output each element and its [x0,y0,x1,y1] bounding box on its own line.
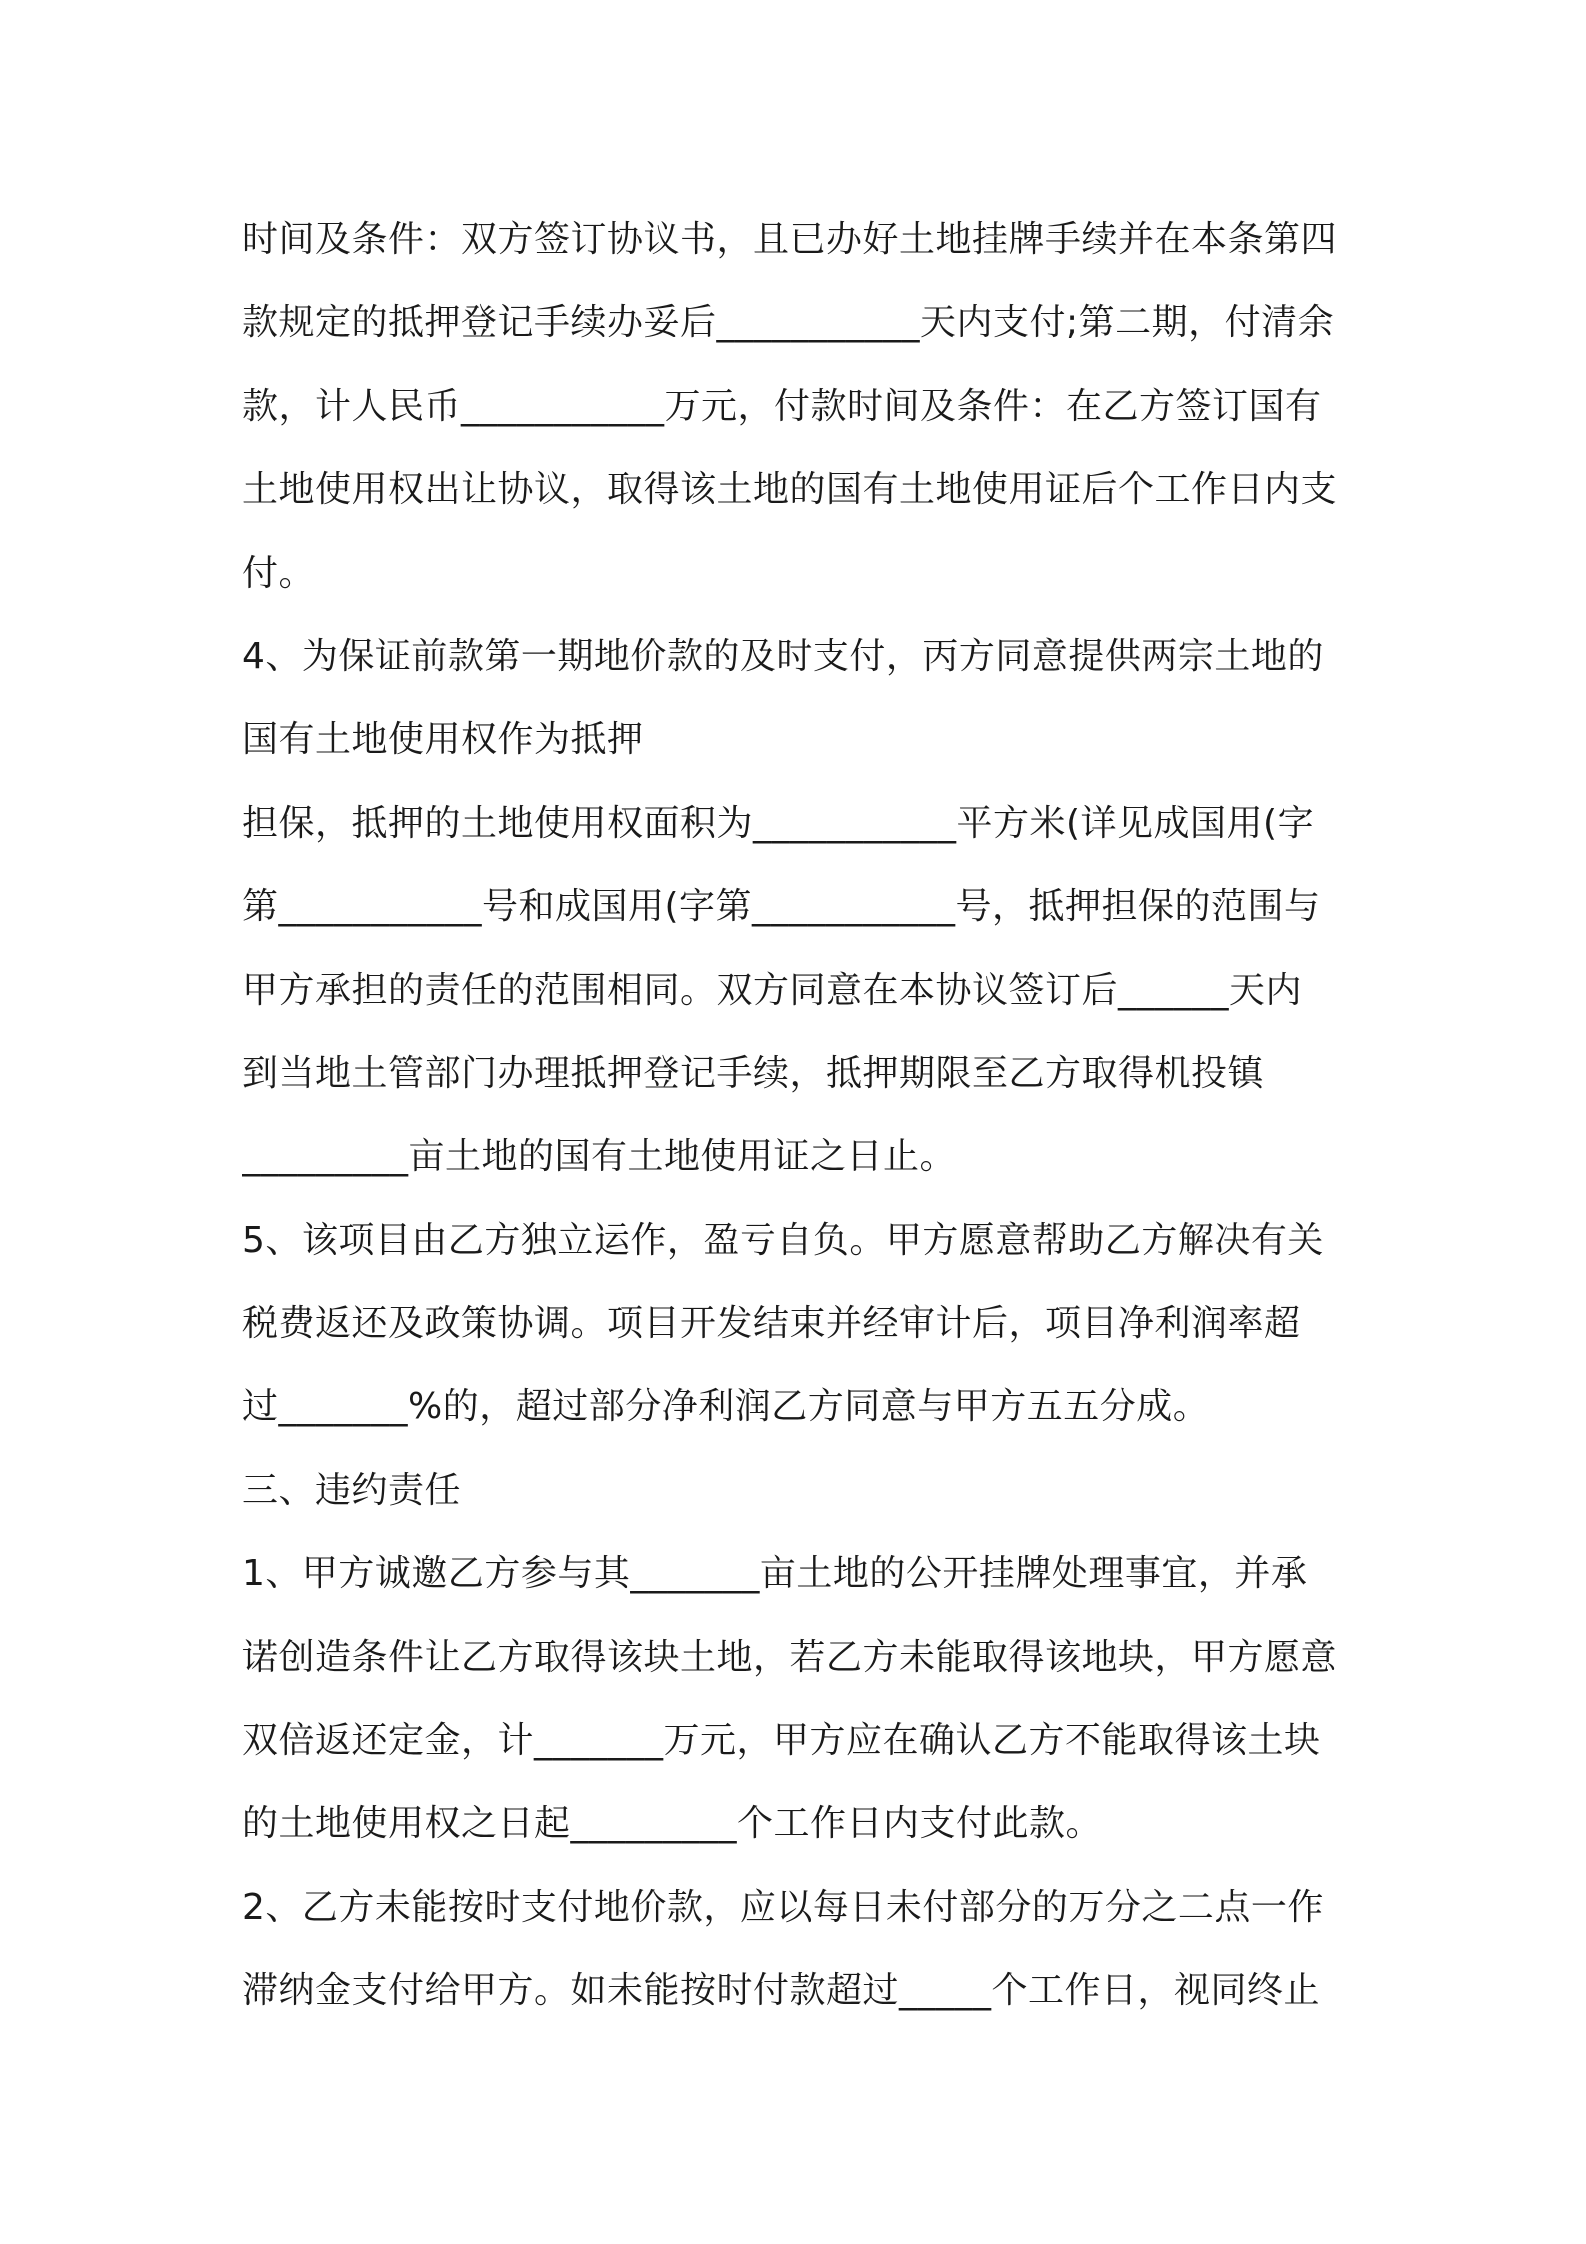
text-line: 过_______%的，超过部分净利润乙方同意与甲方五五分成。 [242,1386,1210,1428]
text-line: 国有土地使用权作为抵押 [242,719,644,761]
text-line: 款，计人民币___________万元，付款时间及条件：在乙方签订国有 [242,385,1322,427]
text-line: 到当地土管部门办理抵押登记手续，抵押期限至乙方取得机投镇 [242,1052,1265,1094]
text-line: _________亩土地的国有土地使用证之日止。 [242,1136,957,1178]
text-line: 土地使用权出让协议，取得该土地的国有土地使用证后个工作日内支 [242,469,1338,511]
text-line: 担保，抵押的土地使用权面积为___________平方米(详见成国用(字 [242,802,1315,844]
text-line: 税费返还及政策协调。项目开发结束并经审计后，项目净利润率超 [242,1303,1301,1345]
text-line: 双倍返还定金，计_______万元，甲方应在确认乙方不能取得该土块 [242,1720,1321,1762]
text-line: 2、乙方未能按时支付地价款，应以每日未付部分的万分之二点一作 [242,1886,1324,1928]
text-line: 1、甲方诚邀乙方参与其_______亩土地的公开挂牌处理事宜，并承 [242,1553,1308,1595]
text-line: 5、该项目由乙方独立运作，盈亏自负。甲方愿意帮助乙方解决有关 [242,1219,1324,1261]
text-line: 滞纳金支付给甲方。如未能按时付款超过_____个工作日，视同终止 [242,1970,1321,2012]
text-line: 诺创造条件让乙方取得该块土地，若乙方未能取得该地块，甲方愿意 [242,1636,1338,1678]
text-line: 付。 [242,552,316,594]
section-heading: 三、违约责任 [242,1469,462,1511]
text-line: 时间及条件：双方签订协议书，且已办好土地挂牌手续并在本条第四 [242,219,1338,260]
text-line: 款规定的抵押登记手续办妥后___________天内支付;第二期，付清余 [242,302,1335,344]
text-line: 甲方承担的责任的范围相同。双方同意在本协议签订后______天内 [242,969,1303,1011]
text-line: 第___________号和成国用(字第___________号，抵押担保的范围与 [242,886,1321,928]
text-line: 4、为保证前款第一期地价款的及时支付，丙方同意提供两宗土地的 [242,635,1324,677]
text-line: 的土地使用权之日起_________个工作日内支付此款。 [242,1803,1103,1845]
document-body [242,198,1362,2033]
